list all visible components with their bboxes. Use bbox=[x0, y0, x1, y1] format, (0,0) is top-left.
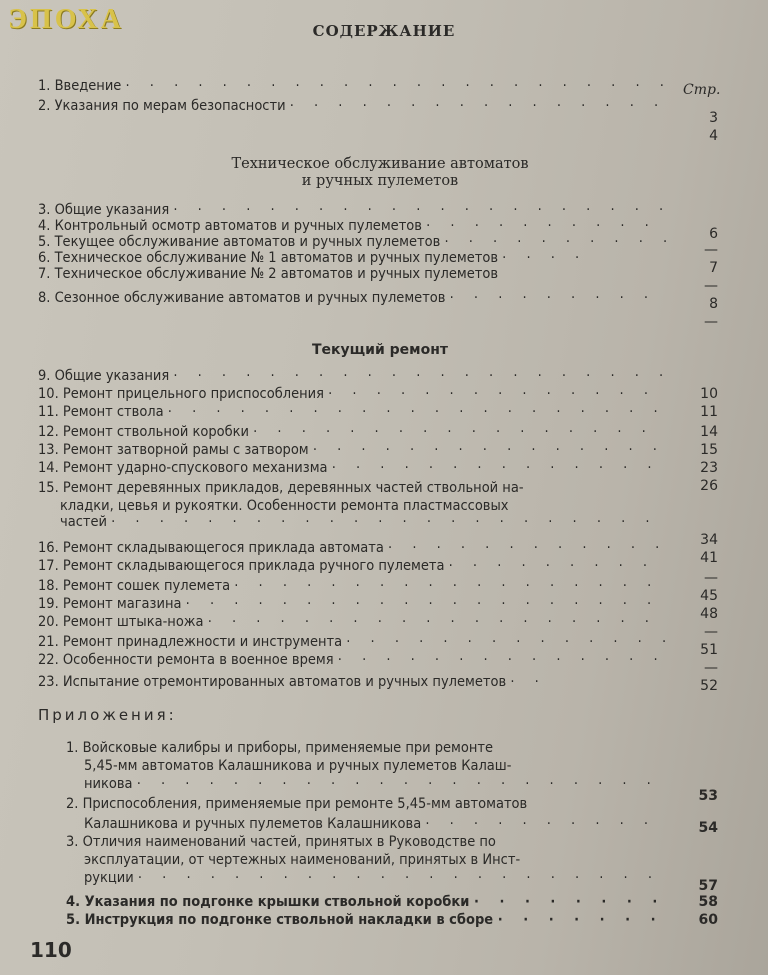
toc-entry-text: 4. Контрольный осмотр автоматов и ручных пулеметов bbox=[38, 218, 422, 234]
leader-dots: · · · · · · · · · · · · · · · · · · · · · bbox=[167, 404, 666, 420]
page-number: 58 bbox=[698, 894, 718, 910]
toc-entry-text: 21. Ремонт принадлежности и инструмента bbox=[38, 634, 343, 650]
leader-dots: · · · · · · · · · · · · · · · bbox=[312, 442, 665, 458]
toc-entry bbox=[38, 202, 671, 218]
toc-entry bbox=[38, 674, 547, 690]
leader-dots: · · · · · · · · · · · · · · · · · · · · · bbox=[173, 368, 672, 384]
toc-entry bbox=[66, 912, 664, 928]
appendix-entry-line bbox=[84, 870, 660, 886]
section-heading-line: и ручных пулеметов bbox=[301, 173, 459, 189]
toc-entry bbox=[38, 234, 675, 250]
toc-entry-text: 6. Техническое обслуживание № 1 автоматов и ручных пулеметов bbox=[38, 250, 499, 266]
leader-dots: · · · · · · · · · · · · · · · · · · · · · · bbox=[136, 776, 659, 792]
appendix-entry-line: 3. Отличия наименований частей, принятых в Руководстве по bbox=[66, 834, 496, 850]
leader-dots: · · · · · · · · · · · · · · · · · · · · bbox=[185, 596, 660, 612]
toc-entry bbox=[38, 558, 655, 574]
toc-entry bbox=[38, 266, 498, 282]
toc-entry-text: 5. Инструкция по подгонке ствольной накладки в сборе bbox=[66, 912, 494, 928]
leader-dots: · · · · · · · · · bbox=[449, 290, 657, 306]
leader-dots: · · · · · · · · · · · · · · · · · bbox=[253, 424, 654, 440]
page-number: 4 bbox=[709, 128, 718, 144]
toc-entry-text: никова bbox=[84, 776, 133, 792]
page-number: 53 bbox=[698, 788, 718, 804]
section-heading bbox=[190, 156, 570, 190]
page-number: 45 bbox=[700, 588, 718, 604]
leader-dots: · · · · · · · · · · · · · · · · · · · · · · · bbox=[125, 78, 672, 94]
toc-entry bbox=[38, 290, 656, 306]
page-number: 10 bbox=[700, 386, 718, 402]
toc-entry-text: 23. Испытание отремонтированных автоматов и ручных пулеметов bbox=[38, 674, 507, 690]
page-folio-number: 110 bbox=[30, 938, 72, 962]
leader-dots: · · · · · · · · · · · · · · · · · · bbox=[234, 578, 660, 594]
toc-entry bbox=[38, 540, 667, 556]
appendix-entry-line bbox=[84, 816, 656, 832]
toc-entry-text: 1. Введение bbox=[38, 78, 122, 94]
toc-entry-text: частей bbox=[60, 514, 107, 530]
leader-dots: · · · · · · · · · · · · · · · · · · · · · · bbox=[137, 870, 660, 886]
page-number: — bbox=[704, 278, 718, 294]
toc-entry-text: Калашникова и ручных пулеметов Калашникова bbox=[84, 816, 422, 832]
toc-entry-text: 7. Техническое обслуживание № 2 автоматов и ручных пулеметов bbox=[38, 266, 499, 282]
toc-entry-text: 3. Общие указания bbox=[38, 202, 170, 218]
page-number: 15 bbox=[700, 442, 718, 458]
toc-entry bbox=[38, 404, 666, 420]
toc-entry-text: рукции bbox=[84, 870, 134, 886]
toc-entry-text: 13. Ремонт затворной рамы с затвором bbox=[38, 442, 309, 458]
page-number: 3 bbox=[709, 110, 718, 126]
leader-dots: · · · · · · · · bbox=[473, 894, 666, 910]
toc-entry-text: 14. Ремонт ударно-спускового механизма bbox=[38, 460, 328, 476]
appendix-entry-line: 1. Войсковые калибры и приборы, применяемые при ремонте bbox=[66, 740, 494, 756]
leader-dots: · · · · · · · · · · · · · · bbox=[337, 652, 666, 668]
toc-entry-text: 19. Ремонт магазина bbox=[38, 596, 182, 612]
leader-dots: · · · · · · · bbox=[497, 912, 664, 928]
page-number: — bbox=[704, 314, 718, 330]
appendix-entry-line: эксплуатации, от чертежных наименований, принятых в Инст- bbox=[84, 852, 521, 868]
page-number: 7 bbox=[709, 260, 718, 276]
toc-entry bbox=[38, 634, 674, 650]
toc-entry-text: 5. Текущее обслуживание автоматов и ручных пулеметов bbox=[38, 234, 441, 250]
section-heading-line: Техническое обслуживание автоматов bbox=[231, 156, 529, 172]
leader-dots: · · · · bbox=[502, 250, 588, 266]
page-number: 60 bbox=[698, 912, 718, 928]
page-number: 54 bbox=[698, 820, 718, 836]
page-number: 11 bbox=[700, 404, 718, 420]
page-number: — bbox=[704, 624, 718, 640]
page-number: 34 bbox=[700, 532, 718, 548]
toc-entry-line: кладки, цевья и рукоятки. Особенности ремонта пластмассовых bbox=[60, 498, 509, 514]
appendix-entry-line bbox=[84, 776, 659, 792]
page-number: — bbox=[704, 660, 718, 676]
toc-entry bbox=[38, 424, 654, 440]
leader-dots: · · · · · · · · · · · · · · · · · · · bbox=[207, 614, 657, 630]
toc-entry-line bbox=[60, 514, 658, 530]
page-column-label: Стр. bbox=[683, 82, 721, 98]
toc-entry bbox=[38, 250, 587, 266]
section-heading: Текущий ремонт bbox=[311, 342, 448, 358]
toc-entry bbox=[38, 652, 666, 668]
toc-entry bbox=[38, 442, 665, 458]
toc-entry-text: 8. Сезонное обслуживание автоматов и ручных пулеметов bbox=[38, 290, 446, 306]
toc-entry-text: 4. Указания по подгонке крышки ствольной коробки bbox=[66, 894, 470, 910]
leader-dots: · · · · · · · · · · · · · · bbox=[328, 386, 656, 402]
toc-entry-line: 15. Ремонт деревянных прикладов, деревянных частей ствольной на- bbox=[38, 480, 524, 496]
toc-entry-text: 22. Особенности ремонта в военное время bbox=[38, 652, 334, 668]
appendix-heading: Приложения: bbox=[38, 706, 177, 724]
leader-dots: · · · · · · · · · · bbox=[426, 218, 657, 234]
leader-dots: · · bbox=[510, 674, 547, 690]
page-title: СОДЕРЖАНИЕ bbox=[312, 22, 456, 40]
toc-entry-text: 16. Ремонт складывающегося приклада автомата bbox=[38, 540, 384, 556]
page-number: 8 bbox=[709, 296, 718, 312]
leader-dots: · · · · · · · · · · bbox=[444, 234, 676, 250]
toc-entry bbox=[38, 596, 659, 612]
leader-dots: · · · · · · · · · · · · · · bbox=[331, 460, 660, 476]
page-number: 14 bbox=[700, 424, 718, 440]
page-number: 6 bbox=[709, 226, 718, 242]
page-number: 41 bbox=[700, 550, 718, 566]
leader-dots: · · · · · · · · · · · · · · · · · · · · · bbox=[173, 202, 672, 218]
page-number: 48 bbox=[700, 606, 718, 622]
leader-dots: · · · · · · · · · · · · · · · · · · · · · · · bbox=[111, 514, 658, 530]
toc-entry-text: 10. Ремонт прицельного приспособления bbox=[38, 386, 324, 402]
toc-entry bbox=[38, 218, 657, 234]
page-number: 51 bbox=[700, 642, 718, 658]
page-number: 23 bbox=[700, 460, 718, 476]
page-number: — bbox=[704, 570, 718, 586]
page-number: 52 bbox=[700, 678, 718, 694]
leader-dots: · · · · · · · · · · · · bbox=[388, 540, 668, 556]
toc-entry-text: 18. Ремонт сошек пулемета bbox=[38, 578, 231, 594]
toc-entry bbox=[38, 578, 659, 594]
toc-entry-text: 2. Указания по мерам безопасности bbox=[38, 98, 286, 114]
toc-entry-text: 17. Ремонт складывающегося приклада ручного пулемета bbox=[38, 558, 445, 574]
toc-entry-text: 12. Ремонт ствольной коробки bbox=[38, 424, 249, 440]
page-number: 57 bbox=[698, 878, 718, 894]
toc-entry bbox=[38, 614, 657, 630]
leader-dots: · · · · · · · · · · bbox=[425, 816, 657, 832]
page-number: — bbox=[704, 242, 718, 258]
leader-dots: · · · · · · · · · · · · · · · · bbox=[289, 98, 667, 114]
toc-entry bbox=[66, 894, 665, 910]
appendix-entry-line: 5,45-мм автоматов Калашникова и ручных пулеметов Калаш- bbox=[84, 758, 512, 774]
watermark-logo: ЭПОХА bbox=[8, 4, 124, 35]
toc-entry bbox=[38, 368, 671, 384]
leader-dots: · · · · · · · · · · · · · · bbox=[346, 634, 675, 650]
toc-entry-text: 20. Ремонт штыка-ножа bbox=[38, 614, 204, 630]
page-number: 26 bbox=[700, 478, 718, 494]
toc-entry-text: 11. Ремонт ствола bbox=[38, 404, 164, 420]
leader-dots: · · · · · · · · · bbox=[448, 558, 656, 574]
toc-entry bbox=[38, 386, 656, 402]
appendix-entry-line: 2. Приспособления, применяемые при ремонте 5,45-мм автоматов bbox=[66, 796, 528, 812]
toc-entry bbox=[38, 98, 666, 114]
toc-entry bbox=[38, 78, 672, 94]
toc-entry bbox=[38, 460, 660, 476]
toc-entry-text: 9. Общие указания bbox=[38, 368, 170, 384]
